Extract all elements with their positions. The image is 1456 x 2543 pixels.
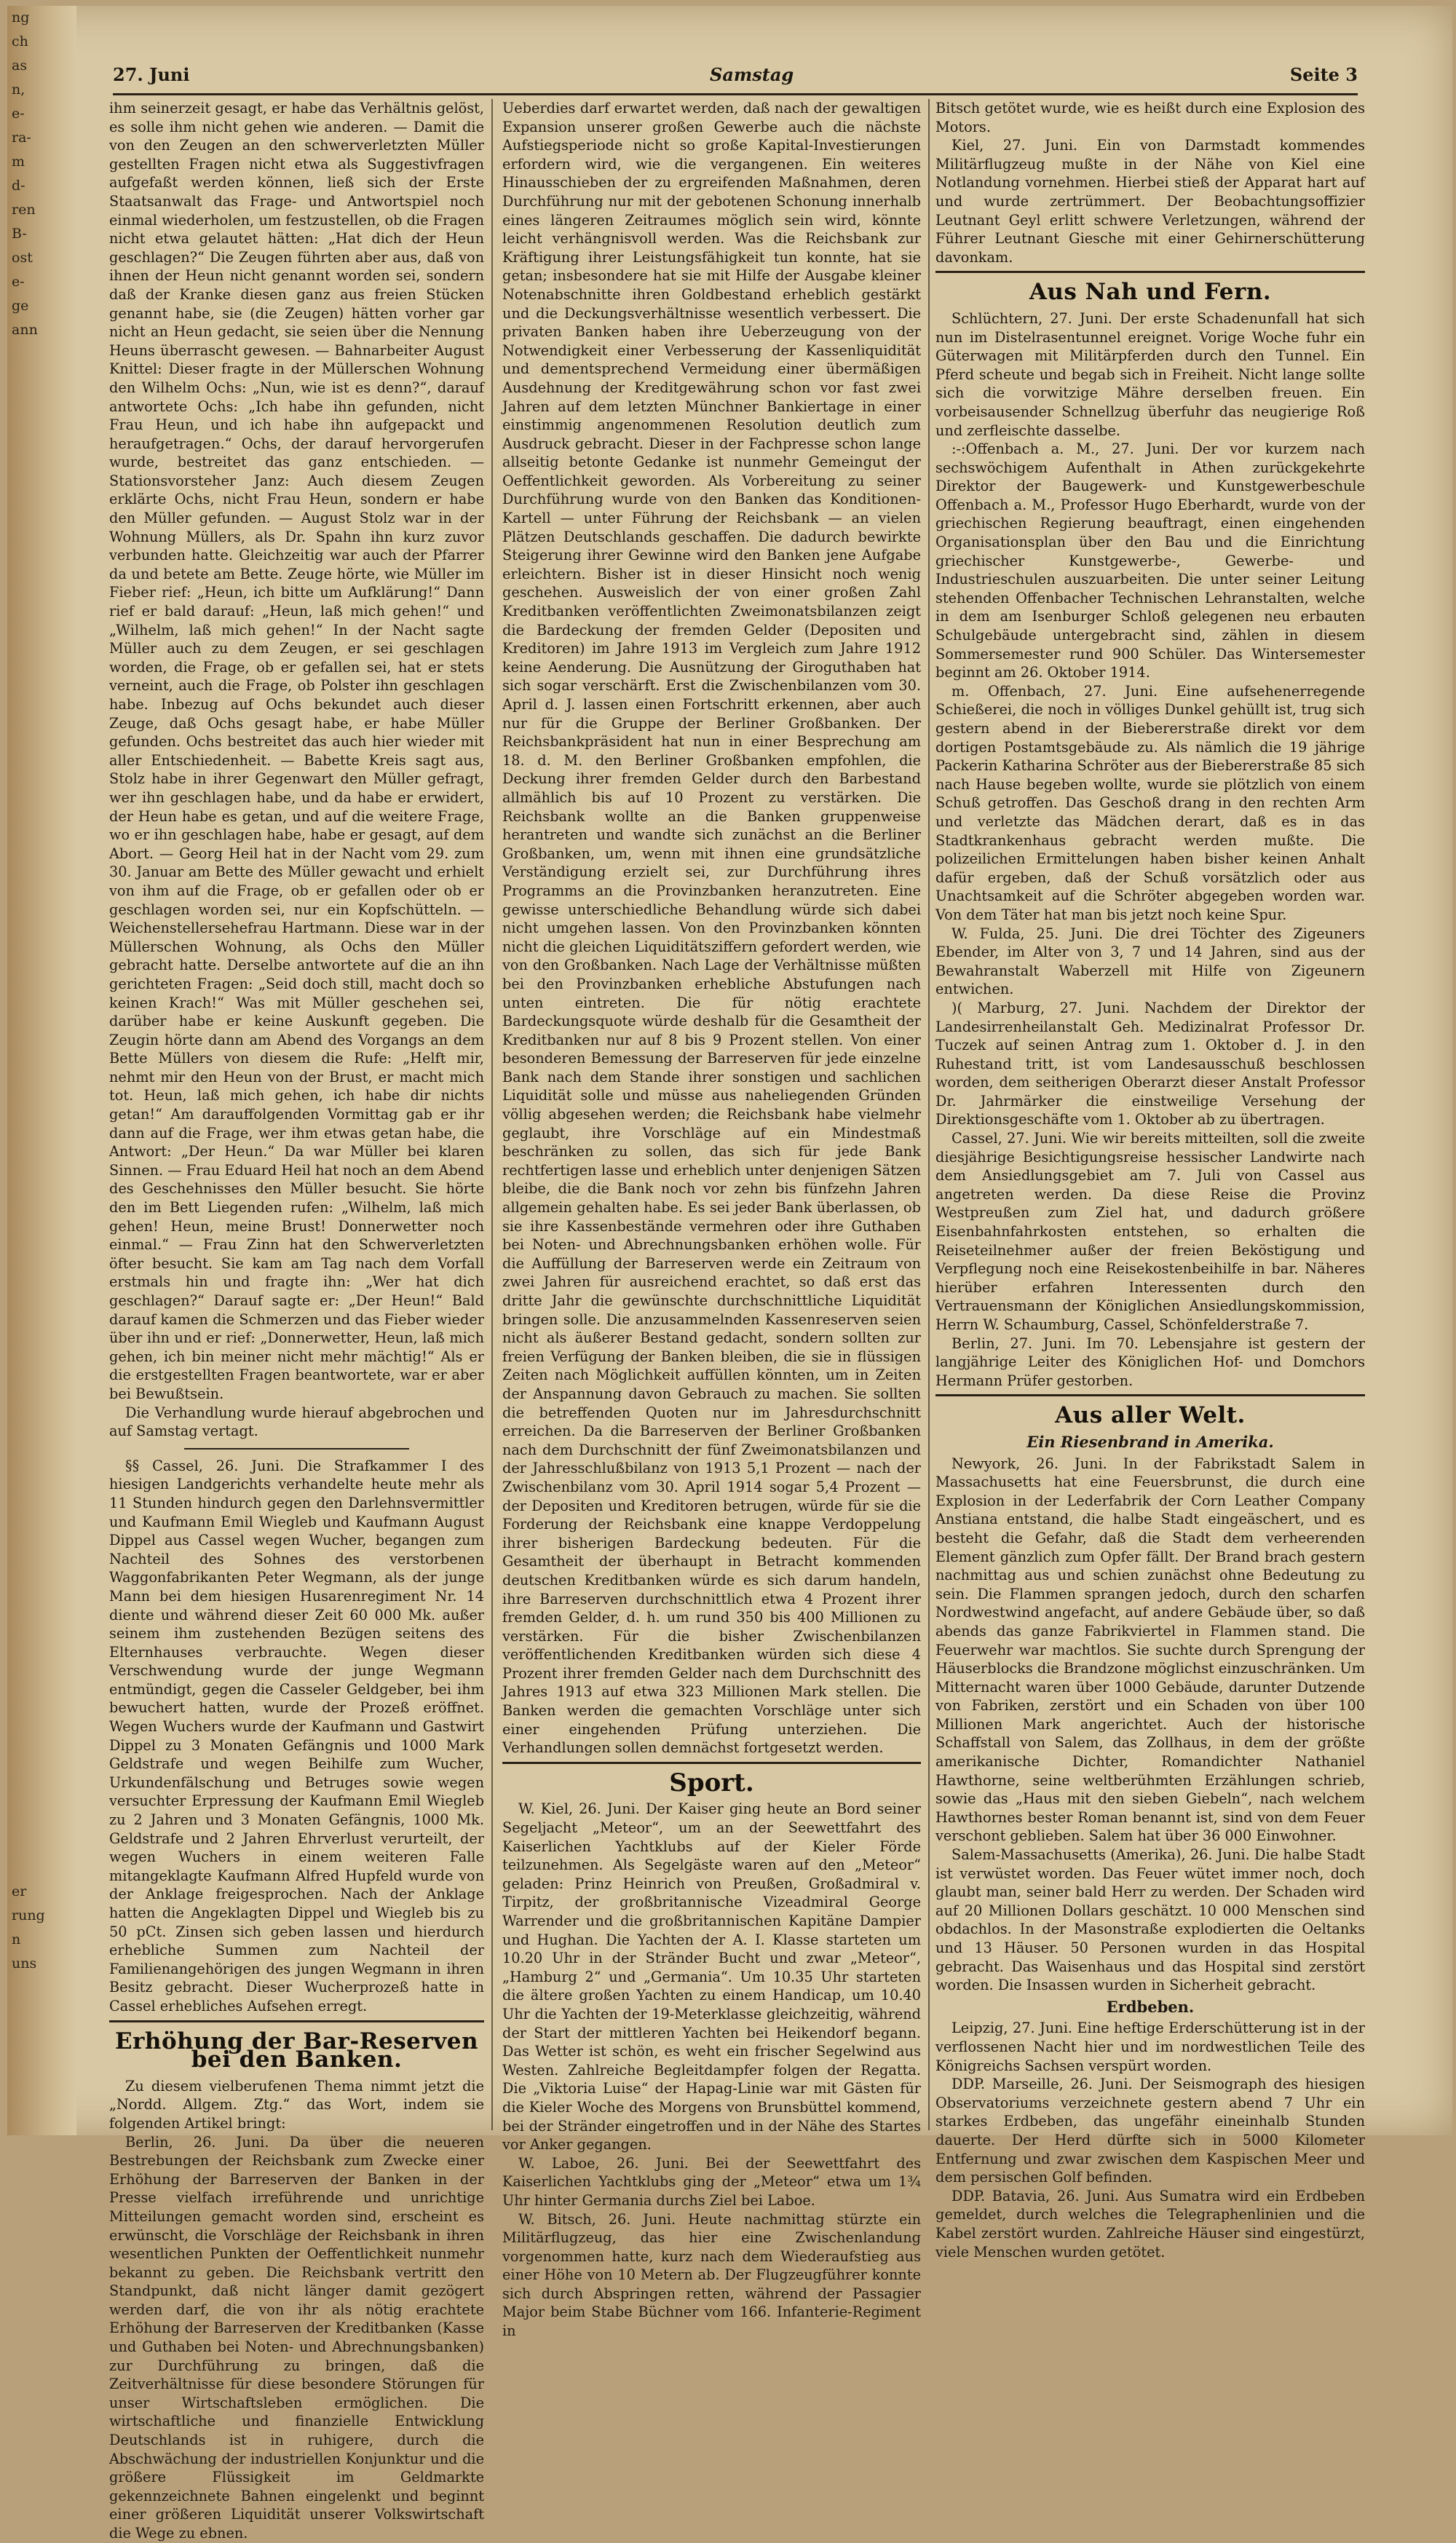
edge-text-fragment: [7, 895, 76, 919]
edge-text-fragment: [7, 679, 76, 703]
edge-text-fragment: [7, 1159, 76, 1183]
article-text: Salem-Massachusetts (Amerika), 26. Juni. Die halbe Stadt ist verwüstet worden. Das Feuer wütet immer noch, doch glaubt man, seiner bald Herr zu werden. Der Schaden wird auf 20 Millionen Dollars geschätzt. 10 000 Menschen sind obdachlos. In der Masonstraße explodierten die Oeltanks und 13 Häuser. 50 Personen wurden in das Hospital gebracht. Das Waisenhaus und das Hospital sind zerstört worden. Die Insassen wurden in Sicherheit gebracht.: [935, 1846, 1365, 1994]
edge-text-fragment: [7, 1543, 76, 1567]
edge-text-fragment: [7, 1015, 76, 1039]
edge-text-fragment: [7, 703, 76, 727]
column-rule: [491, 99, 493, 2130]
edge-text-fragment: [7, 1591, 76, 1615]
edge-text-fragment: [7, 606, 76, 630]
article-text: Die Verhandlung wurde hierauf abgebrochen und auf Samstag vertagt.: [109, 1404, 484, 1440]
column-2: [502, 99, 921, 2340]
headline-bank-reserves: Erhöhung der Bar-Reserven bei den Banken.: [114, 2028, 479, 2073]
edge-text-fragment: [7, 1688, 76, 1712]
edge-text-fragment: m: [12, 154, 25, 170]
edge-text-fragment: [7, 534, 76, 558]
edge-text-fragment: e-: [12, 106, 25, 122]
edge-text-fragment: [7, 1808, 76, 1832]
article-text: Newyork, 26. Juni. In der Fabrikstadt Salem in Massachusetts hat eine Feuersbrunst, die durch eine Explosion in der Lederfabrik der Corn Leather Company Anstiana entstand, die halbe Stadt eingeäschert, und es besteht die Gefahr, daß die Stadt dem verheerenden Element gänzlich zum Opfer fällt. Der Brand brach gestern nachmittag aus und schien zunächst ohne Bedeutung zu sein. Die Flammen sprangen jedoch, durch den scharfen Nordwestwind angefacht, auf andere Gebäude über, so daß abends das ganze Fabrikviertel in Flammen stand. Die Feuerwehr war machtlos. Sie suchte durch Sprengung der Häuserblocks die Brandzone möglichst einzuschränken. Um Mitternacht waren über 1000 Gebäude, darunter Dutzende von Fabriken, zerstört und ein Schaden von über 100 Millionen Mark angerichtet. Auch der historische Schaffstall von Salem, das Zollhaus, in dem der größte amerikanische Dichter, Romandichter Nathaniel Hawthorne, seine weltberühmten Erzählungen schrieb, sowie das „Haus mit den sieben Giebeln“, nach welchem Hawthornes bester Roman benannt ist, sind von dem Feuer verschont geblieben. Salem hat über 36 000 Einwohner.: [935, 1455, 1365, 1845]
edge-text-fragment: ren: [12, 202, 36, 218]
article-text: W. Fulda, 25. Juni. Die drei Töchter des Zigeuners Ebender, im Alter von 3, 7 und 14 Jahren, sind aus der Bewahranstalt Waberzell mit Hilfe von Zigeunern entwichen.: [935, 925, 1365, 998]
edge-text-fragment: [7, 1664, 76, 1688]
article-text: Berlin, 26. Juni. Da über die neueren Bestrebungen der Reichsbank zum Zwecke einer Erhöhung der Barreserven der Banken in der Presse vielfach irreführende und unrichtige Mitteilungen gemacht worden sind, erscheint es erwünscht, die Vorschläge der Reichsbank in ihren wesentlichen Punkten der Oeffentlichkeit nunmehr bekannt zu geben. Die Reichsbank vertritt den Standpunkt, daß nicht länger damit gezögert werden darf, die von ihr als nötig erachtete Erhöhung der Barreserven der Kreditbanken (Kasse und Guthaben bei Noten- und Abrechnungsbanken) zur Durchführung zu bringen, daß die Zeitverhältnisse für diese besondere Störungen für unser Wirtschaftsleben ermöglichen. Die wirtschaftliche und finanzielle Entwicklung Deutschlands ist in ruhigere, durch die Abschwächung der industriellen Konjunktur und die größere Flüssigkeit im Geldmarkte gekennzeichnete Bahnen eingelenkt und beginnt einer größeren Liquidität unserer Volkswirtschaft die Wege zu ebnen.: [109, 2133, 484, 2542]
edge-text-fragment: [7, 1712, 76, 1736]
edge-text-fragment: [7, 1856, 76, 1880]
divider: [502, 1762, 921, 1764]
edge-text-fragment: [7, 967, 76, 991]
edge-text-fragment: [7, 1255, 76, 1279]
edge-text-fragment: [7, 775, 76, 799]
edge-text-fragment: [7, 1063, 76, 1087]
edge-text-fragment: [7, 1375, 76, 1399]
article-text: )( Marburg, 27. Juni. Nachdem der Direktor der Landesirrenheilanstalt Geh. Medizinalrat Professor Dr. Tuczek auf seinen Antrag zum 1. Oktober d. J. in den Ruhestand tritt, ist vom Landesausschuß beschlossen worden, dem seitherigen Oberarzt dieser Anstalt Professor Dr. Jahrmärker die einstweilige Versehung der Direktionsgeschäfte vom 1. Oktober ab zu übertragen.: [935, 999, 1365, 1128]
edge-text-fragment: ng: [12, 9, 30, 25]
edge-text-fragment: [7, 438, 76, 462]
headline-sport: Sport.: [669, 1768, 754, 1797]
edge-text-fragment: [7, 727, 76, 751]
edge-text-fragment: [7, 414, 76, 438]
edge-text-fragment: [7, 991, 76, 1015]
edge-text-fragment: ann: [12, 322, 38, 338]
edge-text-fragment: [7, 919, 76, 943]
article-text: Kiel, 27. Juni. Ein von Darmstadt kommendes Militärflugzeug mußte in der Nähe von Kiel eine Notlandung vornehmen. Hierbei stieß der Apparat hart auf und wurde zertrümmert. Der Beobachtungsoffizier Leutnant Geyl erlitt schwere Verletzungen, während der Führer Leutnant Giesche mit einer Gehirnerschütterung davonkam.: [935, 137, 1365, 266]
article-text: Ueberdies darf erwartet werden, daß nach der gewaltigen Expansion unserer großen Gewerbe auch die nächste Aufstiegsperiode nicht so große Kapital-Investierungen erfordern wird, wie die vergangenen. Ein weiteres Hinausschieben der zu ergreifenden Maßnahmen, deren Durchführung nur mit der gebotenen Schonung innerhalb eines längeren Zeitraumes möglich sein wird, könnte leicht verhängnisvoll werden. Was die Reichsbank zur Kräftigung ihrer Leistungsfähigkeit tun konnte, hat sie getan; insbesondere hat sie mit Hilfe der Ausgabe kleiner Notenabschnitte ihren Goldbestand erheblich gestärkt und die Deckungsverhältnisse wesentlich verbessert. Die privaten Banken haben ihre Ueberzeugung von der Notwendigkeit einer Verbesserung der Kassenliquidität und dementsprechend Vermeidung einer übermäßigen Ausdehnung der Kreditgewährung schon vor fast zwei Jahren auf dem letzten Münchner Bankiertage in einer einstimmig angenommenen Resolution deutlich zum Ausdruck gebracht. Dieser in der Fachpresse schon lange allseitig betonte Gedanke ist nunmehr Gemeingut der Oeffentlichkeit geworden. Als Vorbereitung zu seiner Durchführung wurde von den Banken das Konditionen-Kartell — unter Führung der Reichsbank — an vielen Plätzen Deutschlands geschaffen. Die dadurch bewirkte Steigerung ihrer Gewinne wird den Banken jene Aufgabe erleichtern. Bisher ist in dieser Hinsicht noch wenig geschehen. Ausweislich der von einer großen Zahl Kreditbanken veröffentlichten Zweimonatsbilanzen zeigt die Bardeckung der fremden Gelder (Depositen und Kreditoren) im Jahre 1913 im Vergleich zum Jahre 1912 keine Aenderung. Die Ausnützung der Giroguthaben hat sich sogar verschärft. Erst die Zwischenbilanzen vom 30. April d. J. lassen einen Fortschritt erkennen, aber auch nur für die Gruppe der Berliner Großbanken. Der Reichsbankpräsident hat nun in einer Besprechung am 18. d. M. den Berliner Großbanken empfohlen, die Deckung ihrer fremden Gelder durch den Barbestand allmählich bis auf 10 Prozent zu verstärken. Die Reichsbank wollte an die Banken gruppenweise herantreten und wandte sich zunächst an die Berliner Großbanken, um, wenn mit ihnen eine grundsätzliche Verständigung erzielt sei, zur Durchführung ihres Programms an die Provinzbanken heranzutreten. Eine gewisse unterschiedliche Behandlung würde sich dabei nicht umgehen lassen. Von den Provinzbanken könnten nicht die gleichen Liquiditätsziffern gefordert werden, wie von den Großbanken. Nach Lage der Verhältnisse müßten bei den Provinzbanken erhebliche Abstufungen nach unten eintreten. Die für nötig erachtete Bardeckungsquote würde deshalb für die Gesamtheit der Kreditbanken nur auf 8 bis 9 Prozent stellen. Von einer besonderen Bemessung der Barreserven für jede einzelne Bank nach dem Stande ihrer sonstigen und sachlichen Liquidität solle und müsse aus naheliegenden Gründen völlig abgesehen werden; die Reichsbank habe vielmehr geglaubt, ihre Vorschläge auf ein Mindestmaß beschränken zu sollen, das sich für jede Bank rechtfertigen lasse und erheblich unter denjenigen Sätzen bleibe, die die Bank noch vor zehn bis fünfzehn Jahren allgemein gehalten habe. Es sei jeder Bank überlassen, ob sie ihre Kassenbestände vermehren oder ihre Guthaben bei Noten- und Abrechnungsbanken erhöhen wolle. Für die Auffüllung der Barreserven werde ein Zeitraum von zwei Jahren für ausreichend erachtet, so daß erst das dritte Jahr die gewünschte durchschnittliche Liquidität bringen solle. Die anzusammelnden Kassenreserven seien nicht als äußerer Bestand gedacht, sondern sollten zur freien Verfügung der Banken bleiben, die sie in flüssigen Zeiten nach Möglichkeit auffüllen könnten, um in Zeiten der Anspannung davon Gebrauch zu machen. Sie sollten die betreffenden Quoten nur im Jahresdurchschnitt erreichen. Da die Barreserven der Berliner Großbanken nach dem Durchschnitt der fünf Zweimonatsbilanzen und der Jahresschlußbilanz von 1913 5,1 Prozent — nach der Zwischenbilanz vom 30. April 1914 sogar 5,4 Prozent — der Depositen und Kreditoren betrugen, würde für sie die Forderung der Reichsbank eine knappe Verdoppelung ihrer bisherigen Bardeckung bedeuten. Für die Gesamtheit der überhaupt in Betracht kommenden deutschen Kreditbanken würde es sich darum handeln, ihre Barreserven durchschnittlich etwa 4 Prozent ihrer fremden Gelder, d. h. um rund 350 bis 400 Millionen zu verstärken. Für die bisher Zwischenbilanzen veröffentlichenden Kreditbanken würden sich diese 4 Prozent ihrer fremden Gelder nach dem Durchschnitt des Jahres 1913 auf etwa 323 Millionen Mark stellen. Die Banken werden die gemachten Vorschläge unter sich einer eingehenden Prüfung unterziehen. Die Verhandlungen sollen demnächst fortgesetzt werden.: [502, 100, 921, 1757]
edge-text-fragment: [7, 943, 76, 967]
edge-text-fragment: [7, 1976, 76, 2000]
article-text: W. Laboe, 26. Juni. Bei der Seewettfahrt des Kaiserlichen Yachtklubs ging der „Meteor“ etwa um 1¾ Uhr hinter Germania durchs Ziel bei Laboe.: [502, 2154, 921, 2209]
article-text: Bitsch getötet wurde, wie es heißt durch eine Explosion des Motors.: [935, 100, 1365, 135]
edge-text-fragment: [7, 1399, 76, 1423]
headline-aus-aller-welt: Aus aller Welt.: [1055, 1402, 1246, 1429]
edge-text-fragment: n,: [12, 82, 25, 98]
edge-text-fragment: [7, 1279, 76, 1303]
edge-text-fragment: [7, 751, 76, 775]
edge-text-fragment: [7, 1231, 76, 1255]
newspaper-page: [7, 6, 1452, 2542]
header-day: Samstag: [710, 64, 794, 85]
edge-text-fragment: [7, 1351, 76, 1375]
edge-text-fragment: [7, 654, 76, 679]
edge-text-fragment: [7, 558, 76, 582]
edge-text-fragment: [7, 1303, 76, 1327]
edge-text-fragment: [7, 1111, 76, 1135]
article-text: Leipzig, 27. Juni. Eine heftige Erderschütterung ist in der verflossenen Nacht hier und im nordwestlichen Teile des Königreichs Sachsen verspürt worden.: [935, 2020, 1365, 2074]
article-text: §§ Cassel, 26. Juni. Die Strafkammer I des hiesigen Landgerichts verhandelte heute mehr als 11 Stunden hindurch gegen den Darlehnsvermittler und Kaufmann Emil Wiegleb und Kaufmann August Dippel aus Cassel wegen Wucher, begangen zum Nachteil des Sohnes des verstorbenen Waggonfabrikanten Peter Wegmann, als der junge Mann bei dem hiesigen Husarenregiment Nr. 14 diente und während dieser Zeit 60 000 Mk. außer seinem ihm zustehenden Bezügen seitens des Elternhauses verbrauchte. Wegen dieser Verschwendung wurde der junge Wegmann entmündigt, gegen die Casseler Geldgeber, bei ihm bewuchert hatten, wurde der Prozeß eröffnet. Wegen Wuchers wurde der Kaufmann und Gastwirt Dippel zu 3 Monaten Gefängnis und 1000 Mark Geldstrafe und wegen Beihilfe zum Wucher, Urkundenfälschung und Betruges sowie wegen versuchter Erpressung der Kaufmann Emil Wiegleb zu 2 Jahren und 3 Monaten Gefängnis, 1000 Mk. Geldstrafe und 2 Jahren Ehrverlust verurteilt, der wegen Wuchers in einem weiteren Falle mitangeklagte Kaufmann Alfred Hupfeld wurde von der Anklage freigesprochen. Nach der Anklage hatten die Angeklagten Dippel und Wiegleb bis zu 50 pCt. Zinsen sich geben lassen und hierdurch erhebliche Summen zum Nachteil der Familienangehörigen des jungen Wegmann in ihren Besitz gebracht. Dieser Wucherprozeß hatte in Cassel erhebliches Aufsehen erregt.: [109, 1457, 484, 2014]
edge-text-fragment: [7, 630, 76, 654]
edge-text-fragment: [7, 1087, 76, 1111]
edge-text-fragment: [7, 1640, 76, 1664]
article-text: DDP. Marseille, 26. Juni. Der Seismograph des hiesigen Observatoriums verzeichnete gestern abend 7 Uhr ein starkes Erdbeben, das ungefähr eineinhalb Stunden dauerte. Der Herd dürfte sich in 5000 Kilometer Entfernung und zwar zwischen dem Kaspischen Meer und dem persischen Golf befinden.: [935, 2076, 1365, 2186]
edge-text-fragment: B-: [12, 226, 27, 242]
edge-text-fragment: [7, 847, 76, 871]
article-text: Zu diesem vielberufenen Thema nimmt jetzt die „Nordd. Allgem. Ztg.“ das Wort, indem sie folgenden Artikel bringt:: [109, 2077, 484, 2132]
edge-text-fragment: [7, 390, 76, 414]
edge-text-fragment: [7, 1471, 76, 1495]
edge-text-fragment: e-: [12, 274, 25, 290]
headline-nah-und-fern: Aus Nah und Fern.: [1029, 279, 1272, 306]
edge-text-fragment: [7, 1519, 76, 1543]
edge-text-fragment: [7, 1207, 76, 1231]
edge-text-fragment: rung: [12, 1907, 45, 1923]
edge-text-fragment: [7, 1736, 76, 1760]
subheadline-erdbeben: Erdbeben.: [1106, 1997, 1195, 2016]
edge-text-fragment: [7, 1495, 76, 1519]
subheadline-riesenbrand: Ein Riesenbrand in Amerika.: [1026, 1432, 1274, 1451]
edge-text-fragment: er: [12, 1883, 27, 1899]
edge-text-fragment: [7, 1327, 76, 1351]
edge-text-fragment: [7, 1784, 76, 1808]
edge-text-fragment: [7, 462, 76, 486]
edge-text-fragment: [7, 486, 76, 510]
edge-text-fragment: [7, 1447, 76, 1471]
article-text: W. Bitsch, 26. Juni. Heute nachmittag stürzte ein Militärflugzeug, das hier eine Zwischenlandung vorgenommen hatte, kurz nach dem Wiederaufstieg aus einer Höhe von 10 Metern ab. Der Flugzeugführer konnte sich durch Abspringen retten, während der Passagier Major beim Stabe Büchner vom 166. Infanterie-Regiment in: [502, 2210, 921, 2340]
article-text: W. Kiel, 26. Juni. Der Kaiser ging heute an Bord seiner Segeljacht „Meteor“, um an der Seewettfahrt des Kaiserlichen Yachtklubs auf der Kieler Förde teilzunehmen. Als Segelgäste waren auf den „Meteor“ geladen: Prinz Heinrich von Preußen, Großadmiral v. Tirpitz, der großbritannische Vizeadmiral George Warrender und die großbritannischen Kapitäne Dampier und Hughan. Die Yachten der A. I. Klasse starteten um 10.20 Uhr in der Stränder Bucht und zwar „Meteor“, „Hamburg 2“ und „Germania“. Um 10.35 Uhr starteten die ältere großen Yachten zu einem Handicap, um 10.40 Uhr die Yachten der 19-Meterklasse gleichzeitig, während der Start der mittleren Yachten bei Heikendorf begann. Das Wetter ist schön, es weht ein frischer Segelwind aus Westen. Zahlreiche Begleitdampfer folgen der Regatta. Die „Viktoria Luise“ der Hapag-Linie war mit Gästen für die Kieler Woche des Morgens von Brunsbüttel kommend, bei der Stränder eingetroffen und in der Nähe des Startes vor Anker gegangen.: [502, 1800, 921, 2154]
edge-text-fragment: [7, 1615, 76, 1640]
edge-text-fragment: [7, 1135, 76, 1159]
header-page-number: Seite 3: [1289, 64, 1358, 85]
edge-text-fragment: as: [12, 58, 28, 74]
edge-text-fragment: ost: [12, 250, 33, 266]
edge-text-fragment: [7, 1423, 76, 1447]
article-text: ihm seinerzeit gesagt, er habe das Verhältnis gelöst, es solle ihm nicht gehen wie anderen. — Damit die von den Zeugen an den schwerverletzten Müller gestellten Fragen nicht etwa als Suggestivfragen aufgefaßt werden können, ließ sich der Erste Staatsanwalt das Frage- und Antwortspiel noch einmal wiederholen, um festzustellen, ob die Fragen nicht etwa gelautet hätten: „Hat dich der Heun geschlagen?“ Die Zeugen führten aber aus, daß von ihnen der Heun nicht genannt worden sei, sondern daß der Kranke diesen ganz aus freien Stücken genannt habe, sie (die Zeugen) hätten vorher gar nicht an Heun gedacht, sie seien über die Nennung Heuns überrascht gewesen. — Bahnarbeiter August Knittel: Dieser fragte in der Müllerschen Wohnung den Wilhelm Ochs: „Nun, wie ist es denn?“, darauf antwortete Ochs: „Ich habe ihn gefunden, nicht Frau Heun, und ich habe ihn aufgepackt und heraufgetragen.“ Ochs, der darauf hervorgerufen wurde, bestreitet das ganz entschieden. — Stationsvorsteher Janz: Auch diesem Zeugen erklärte Ochs, nicht Frau Heun, sondern er habe den Müller gefunden. — August Stolz war in der Wohnung Müllers, als Dr. Spahn ihn kurz zuvor verbunden hatte. Gleichzeitig war auch der Pfarrer da und betete am Bette. Zeuge hörte, wie Müller im Fieber rief: „Heun, ich bitte um Aufklärung!“ Dann rief er bald darauf: „Heun, laß mich gehen!“ und „Wilhelm, laß mich gehen!“ In der Nacht sagte Müller auch zu dem Zeugen, er sei geschlagen worden, die Frage, ob er gefallen sei, hat er stets verneint, auch die Frage, ob Polster ihn geschlagen habe. Inbezug auf Ochs bekundet auch dieser Zeuge, daß Ochs gesagt habe, er habe Müller gefunden. Ochs bestreitet das auch hier wieder mit aller Entschiedenheit. — Babette Kreis sagt aus, Stolz habe in ihrer Gegenwart den Müller gefragt, wer ihn geschlagen habe, und da habe er erwidert, der Heun habe es getan, und auf die weitere Frage, wo er ihn geschlagen habe, habe er gesagt, auf dem Abort. — Georg Heil hat in der Nacht vom 29. zum 30. Januar am Bette des Müller gewacht und erhielt von ihm auf die Frage, ob er gefallen oder ob er geschlagen worden sei, nur ein Kopfschütteln. — Weichenstellersehefrau Hartmann. Diese war in der Müllerschen Wohnung, als Ochs den Müller gebracht hatte. Derselbe antwortete auf die an ihn gerichteten Fragen: „Seid doch still, macht doch so keinen Krach!“ Was mit Müller geschehen sei, darüber habe er keine Auskunft gegeben. Die Zeugin hörte dann am Abend des Vorgangs an dem Bette Müllers von diesem die Rufe: „Helft mir, nehmt mir den Heun von der Brust, er macht mich tot. Heun, laß mich gehen, ich habe dir nichts getan!“ Am darauffolgenden Vormittag gab er ihr dann auf die Frage, wer ihm etwas getan habe, die Antwort: „Der Heun.“ Da war Müller bei klaren Sinnen. — Frau Eduard Heil hat noch an dem Abend des Geschehnisses den Müller besucht. Sie hörte den im Bett Liegenden rufen: „Wilhelm, laß mich gehen! Heun, meine Brust! Donnerwetter noch einmal.“ — Frau Zinn hat den Schwerverletzten öfter besucht. Sie kam am Tag nach dem Vorfall erstmals hin und fragte ihn: „Wer hat dich geschlagen?“ Darauf sagte er: „Der Heun!“ Bald darauf kamen die Schmerzen und das Fieber wieder über ihn und er rief: „Donnerwetter, Heun, laß mich gehen, ich bin meiner nicht mehr mächtig!“ Als er die erstgestellten Fragen beantwortete, war er aber bei Bewußtsein.: [109, 100, 484, 1402]
edge-text-fragment: ge: [12, 298, 29, 314]
column-rule: [928, 99, 930, 2130]
divider: [935, 1394, 1365, 1396]
article-text: m. Offenbach, 27. Juni. Eine aufsehenerregende Schießerei, die noch in völliges Dunkel gehüllt ist, trug sich gestern abend in der Biebererstraße direkt vor dem dortigen Postamtsgebäude zu. Als nämlich die 19 jährige Packerin Katharina Schröter aus der Biebererstraße 85 sich nach Hause begeben wollte, wurde sie plötzlich von einem Schuß getroffen. Das Geschoß drang in den rechten Arm und verletzte das Mädchen derart, daß es in das Stadtkrankenhaus gebracht werden mußte. Die polizeilichen Ermittelungen haben bisher keinen Anhalt dafür ergeben, daß der Schuß vorsätzlich oder aus Unachtsamkeit auf die Schröter abgegeben worden war. Von dem Täter hat man bis jetzt noch keine Spur.: [935, 682, 1365, 923]
article-text: :-:Offenbach a. M., 27. Juni. Der vor kurzem nach sechswöchigem Aufenthalt in Athen zurückgekehrte Direktor der Baugewerk- und Kunstgewerbeschule Offenbach a. M., Professor Hugo Eberhardt, wurde von der griechischen Regierung beauftragt, einen eingehenden Organisationsplan über den Bau und die Einrichtung griechischer Kunstgewerbe-, Gewerbe- und Industrieschulen auszuarbeiten. Die unter seiner Leitung stehenden Offenbacher Technischen Lehranstalten, welche in dem am Isenburger Schloß gelegenen neu erbauten Schulgebäude untergebracht sind, zählen in diesem Sommersemester rund 900 Schüler. Das Wintersemester beginnt am 26. Oktober 1914.: [935, 440, 1365, 681]
divider: [109, 2020, 484, 2022]
edge-text-fragment: [7, 1760, 76, 1784]
edge-text-fragment: [7, 1183, 76, 1207]
edge-text-fragment: ch: [12, 33, 28, 50]
edge-text-fragment: uns: [12, 1955, 37, 1971]
edge-text-fragment: [7, 799, 76, 823]
article-text: Schlüchtern, 27. Juni. Der erste Schadenunfall hat sich nun im Distelrasentunnel ereignet. Vorige Woche fuhr ein Güterwagen mit Militärpferden durch den Tunnel. Ein Pferd scheute und begab sich in Freiheit. Nicht lange sollte sich die vorwitzige Mähre derselben freuen. Ein vorbeisausender Schnellzug überfuhr das neugierige Roß und zerfleischte dasselbe.: [935, 309, 1365, 439]
column-3: [935, 99, 1365, 2261]
header-date: 27. Juni: [113, 64, 190, 85]
divider: [184, 1448, 409, 1450]
column-1: [109, 99, 484, 2542]
edge-text-fragment: [7, 1567, 76, 1591]
edge-text-fragment: [7, 342, 76, 366]
edge-text-fragment: [7, 510, 76, 534]
divider: [935, 271, 1365, 273]
page-header: [113, 57, 1358, 95]
article-text: DDP. Batavia, 26. Juni. Aus Sumatra wird ein Erdbeben gemeldet, durch welches die Telegraphenlinien und die Kabel zerstört wurden. Zahlreiche Häuser sind eingestürzt, viele Menschen wurden getötet.: [935, 2187, 1365, 2261]
adjacent-page-edge: [7, 6, 76, 2135]
edge-text-fragment: [7, 2000, 76, 2024]
edge-text-fragment: [7, 823, 76, 847]
edge-text-fragment: [7, 1039, 76, 1063]
edge-text-fragment: [7, 582, 76, 606]
edge-text-fragment: [7, 1832, 76, 1856]
article-text: Cassel, 27. Juni. Wie wir bereits mitteilten, soll die zweite diesjährige Besichtigungsreise hessischer Landwirte nach dem Ansiedlungsgebiet am 7. Juli von Cassel aus angetreten werden. Da diese Reise die Provinz Westpreußen zum Ziel hat, und dadurch größere Eisenbahnfahrkosten entstehen, so erhalten die Reiseteilnehmer außer der freien Beköstigung und Verpflegung noch eine Reisekostenbeihilfe in bar. Näheres hierüber erfahren Interessenten durch den Vertrauensmann der Königlichen Ansiedlungskommission, Herrn W. Schaumburg, Cassel, Schönfelderstraße 7.: [935, 1130, 1365, 1333]
edge-text-fragment: d-: [12, 178, 25, 194]
edge-text-fragment: n: [12, 1931, 21, 1947]
edge-text-fragment: [7, 366, 76, 390]
edge-text-fragment: ra-: [12, 130, 31, 146]
edge-text-fragment: [7, 871, 76, 895]
article-text: Berlin, 27. Juni. Im 70. Lebensjahre ist gestern der langjährige Leiter des Königlichen Hof- und Domchors Hermann Prüfer gestorben.: [935, 1334, 1365, 1389]
